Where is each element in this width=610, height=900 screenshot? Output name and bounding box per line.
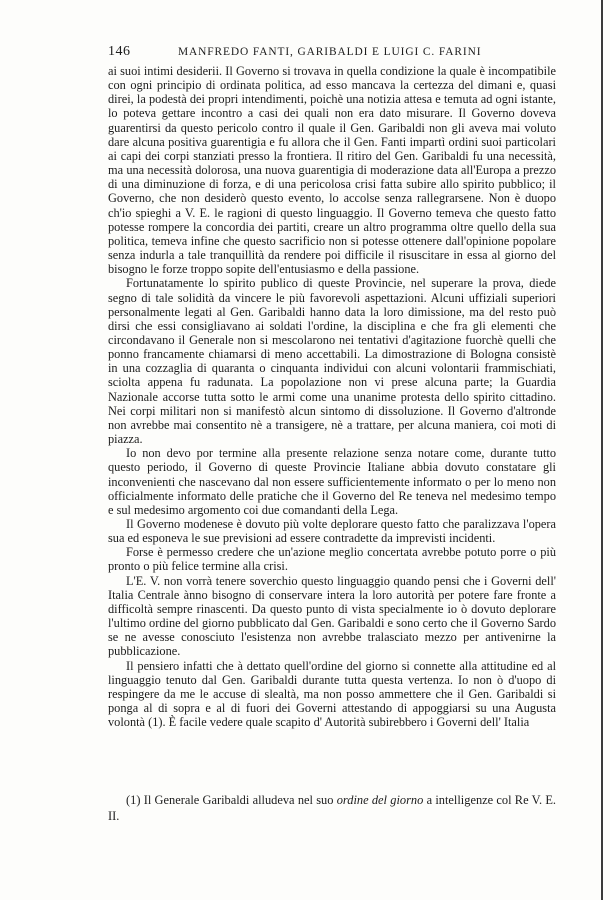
paragraph: Forse è permesso credere che un'azione meglio concertata avrebbe potuto porre o più pronto o più felice termine alla crisi. (108, 545, 556, 574)
footnote (108, 792, 556, 824)
page-edge-line (601, 0, 603, 900)
paragraph: ai suoi intimi desiderii. Il Governo si trovava in quella condizione la quale è incompatibile con ogni principio di ordinata politica, ad esso mancava la certezza del dimani e, quasi direi, la podestà dei propri intendimenti, poichè una notizia attesa e temuta ad ogni istante, lo poteva gettare incontro a casi dei quali non era dato misurare. Il Governo doveva guarentirsi da questo pericolo contro il quale il Gen. Garibaldi non gli aveva mai voluto dare alcuna positiva guarentigia e fu allora che il Gen. Fanti impartì ordini suoi particolari ai capi dei corpi stanziati presso la frontiera. Il ritiro del Gen. Garibaldi fu una necessità, ma una necessità dolorosa, una nuova guarentigia di moderazione data all'Europa a prezzo di una diminuzione di forza, e di una pericolosa crisi fatta subire allo spirito pubblico; il Governo, che non desiderò questo evento, lo accolse senza rallegrarsene. Non è duopo ch'io spieghi a V. E. le ragioni di questo linguaggio. Il Governo temeva che questo fatto potesse rompere la concordia dei partiti, creare un altro programma oltre quello della sua politica, temeva infine che questo sacrificio non si potesse ottenere dall'opinione popolare senza indurla a tale tranquillità da rendere poi difficile il risuscitare in essa al giorno del bisogno le forze troppo sopite dell'entusiasmo e della passione. (108, 64, 556, 277)
paragraph: Il pensiero infatti che à dettato quell'ordine del giorno si connette alla attitudine ed al linguaggio tenuto dal Gen. Garibaldi durante tutta questa vertenza. Io non ò d'uopo di respingere da me le accuse di slealtà, ma non posso ammettere che il Gen. Garibaldi si ponga al di sopra e al di fuori dei Governi attestando di appoggiarsi su una Augusta volontà (1). È facile vedere quale scapito d' Autorità subirebbero i Governi dell' Italia (108, 658, 556, 730)
footnote-marker: (1) (126, 793, 141, 807)
paragraph: Il Governo modenese è dovuto più volte deplorare questo fatto che paralizzava l'opera sua ed esponeva le sue previsioni ad essere contradette da imprevisti incidenti. (108, 517, 556, 546)
paragraph: Fortunatamente lo spirito publico di queste Provincie, nel superare la prova, diede segno di tale solidità da vincere le più favorevoli aspettazioni. Alcuni uffiziali superiori personalmente legati al Gen. Garibaldi hanno data la loro dimissione, ma del resto può dirsi che essi consigliavano ai soldati l'ordine, la disciplina e che fra gli elementi che circondavano il Generale non si mescolarono nei tentativi d'agitazione fuorchè quelli che ponno francamente chiamarsi di meno accettabili. La dimostrazione di Bologna consistè in una cozzaglia di quaranta o cinquanta individui con alcuni volontarii frammischiati, sciolta appena fu radunata. La popolazione non vi prese alcuna parte; la Guardia Nazionale accorse tutta sotto le armi come una unanime protesta dello spirito cittadino. Nei corpi militari non si manifestò alcun sintomo di dissoluzione. Il Governo d'altronde non avrebbe mai consentito nè a transigere, nè a trattare, per alcuna maniera, coi moti di piazza. (108, 276, 556, 447)
footnote-text-after: a intelligenze col Re V. E. II. (108, 793, 556, 823)
page-number: 146 (108, 44, 131, 59)
paragraph: L'E. V. non vorrà tenere soverchio questo linguaggio quando pensi che i Governi dell' Italia Centrale ànno bisogno di conservare intera la loro autorità per potere fare fronte a difficoltà sempre rinascenti. Da questo punto di vista specialmente io ò dovuto deplorare l'ultimo ordine del giorno pubblicato dal Gen. Garibaldi e sono certo che il Governo Sardo se ne avesse conosciuto l'esistenza non avrebbe tralasciato mezzo per antivenirne la pubblicazione. (108, 573, 556, 659)
page-header (108, 44, 556, 64)
body-text (108, 64, 556, 729)
footnote-text-before: Il Generale Garibaldi alludeva nel suo (140, 793, 337, 807)
footnote-text (108, 792, 556, 824)
paragraph: Io non devo por termine alla presente relazione senza notare come, durante tutto questo periodo, il Governo di queste Provincie Italiane abbia dovuto constatare gli inconvenienti che nascevano dal non essere sufficientemente informato o per lo meno non officialmente informato delle pratiche che il Governo del Re teneva nel medesimo tempo e sul medesimo argomento coi due comandanti della Lega. (108, 446, 556, 517)
running-head: MANFREDO FANTI, GARIBALDI E LUIGI C. FARINI (178, 46, 482, 58)
footnote-italic: ordine del giorno (336, 793, 424, 807)
